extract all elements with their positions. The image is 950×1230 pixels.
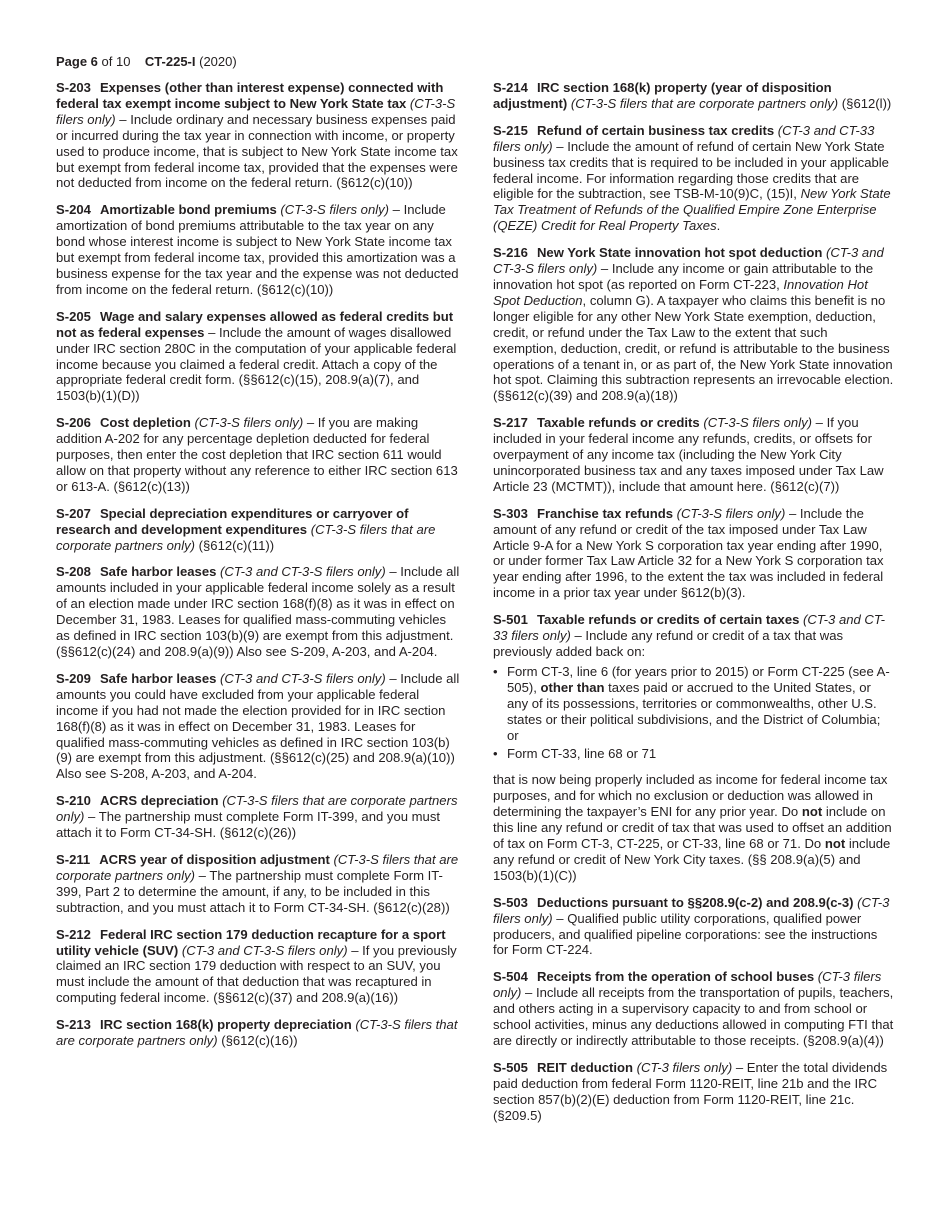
- entry-code: S-215: [493, 122, 528, 138]
- entry: [493, 1060, 895, 1124]
- entry-code: S-214: [493, 80, 528, 95]
- entry-note: (CT-3 filers only): [493, 894, 890, 926]
- entry-title: Safe harbor leases: [99, 670, 217, 686]
- entry: [56, 793, 460, 841]
- entry-title: Amortizable bond premiums: [99, 202, 277, 218]
- entry-note: (CT-3-S filers only): [194, 415, 304, 431]
- entry-desc-italic: Innovation Hot Spot Deduction: [493, 276, 868, 308]
- entry-desc: – Include all receipts from the transportation of pupils, teachers, and others acting in a supervisory capacity to and from school or school activities, minus any deductions allowed in computing FTI that are directly or indirectly attributable to those receipts. (§208.9(a)(4)): [493, 985, 894, 1048]
- entry-title: Refund of certain business tax credits: [536, 122, 775, 138]
- entry-code: S-208: [56, 564, 91, 580]
- entry-desc: – Include ordinary and necessary business expenses paid or incurred during the tax year in connection with income, or property used to produce income, that is subject to New York State income tax but exempt from federal income tax, provided that the expenses were not deducted from income on the federal return. (§612(c)(10)): [56, 111, 458, 191]
- entry-code: S-203: [56, 80, 91, 95]
- entry-desc-end: .: [716, 218, 721, 234]
- entry-code: S-503: [493, 894, 528, 910]
- entry-desc: – The partnership must complete Form IT-399, and you must attach it to Form CT-34-SH. (§612(c)(26)): [56, 809, 441, 841]
- entry-code: S-211: [56, 851, 91, 867]
- entry-note: (CT-3 and CT-3-S filers only): [220, 564, 386, 580]
- form-year: (2020): [199, 54, 237, 69]
- bullet-bold: other than: [540, 679, 605, 695]
- entry: [493, 245, 895, 404]
- entry-desc: (§612(c)(16)): [217, 1033, 298, 1049]
- entry-title: ACRS depreciation: [99, 793, 219, 809]
- para-text: include on this line any refund or credit of tax that was used to offset an addition of tax on Form CT-3, CT-225, or CT-33, line 68 or 71. Do: [493, 804, 892, 851]
- list-item: [493, 664, 895, 744]
- entry: [493, 969, 895, 1049]
- entry-code: S-217: [493, 415, 528, 431]
- entry-desc-italic: New York State Tax Treatment of Refunds of the Qualified Empire Zone Enterprise (QEZE) Credit for Real Property Taxes: [493, 186, 891, 234]
- entry-note: (CT-3-S filers that are corporate partners only): [56, 793, 458, 825]
- entry-desc: (§612(c)(11)): [195, 537, 275, 553]
- page-header: [56, 54, 237, 69]
- entry: [493, 80, 895, 112]
- entry: [56, 202, 460, 297]
- entry-title: Wage and salary expenses allowed as federal credits but not as federal expenses: [56, 308, 454, 340]
- bullet-text: Form CT-33, line 68 or 71: [507, 746, 657, 762]
- para-text: that is now being properly included as income for federal income tax purposes, and for which no exclusion or deduction was allowed in determining the taxpayer’s ENI for any prior year. Do: [493, 772, 888, 820]
- entry-title: IRC section 168(k) property depreciation: [99, 1017, 352, 1033]
- entry-code: S-216: [493, 245, 528, 261]
- entry-code: S-206: [56, 415, 91, 431]
- entry-note: (CT-3 and CT-3-S filers only): [220, 670, 386, 686]
- entry-note: (CT-3 and CT-3-S filers only): [493, 245, 884, 277]
- entry-desc-end: , column G). A taxpayer who claims this benefit is no longer eligible for any other New York State exemption, deduction, credit, or refund under the Tax Law to the extent that such exemption, deduction, credit, or refund is attributable to the business operations of a tenant in, or as part of, the New York State innovation hot spot. Claiming this subtraction represents an irrevocable election. (§§612(c)(39) and 208.9(a)(18)): [493, 292, 894, 404]
- entry-title: New York State innovation hot spot deduction: [536, 245, 823, 261]
- right-column: [493, 80, 895, 1134]
- entry: [493, 415, 895, 495]
- page-label: Page 6: [56, 54, 98, 69]
- entry-desc: – Include amortization of bond premiums attributable to the tax year on any bond whose interest income is subject to New York State income tax but exempt from federal income tax, provided this amortization was a business expense for the tax year and the expense was not deducted from income on the federal return. (§612(c)(10)): [56, 202, 459, 297]
- para-text: include any refund or credit of New York City taxes. (§§ 208.9(a)(5) and 1503(b)(1)(C)): [493, 835, 891, 883]
- entry-note: (CT-3-S filers only): [56, 95, 456, 127]
- entry-code: S-205: [56, 308, 91, 324]
- entry-code: S-303: [493, 505, 528, 521]
- entry-code: S-209: [56, 670, 91, 686]
- entry-title: Cost depletion: [99, 415, 191, 431]
- entry-note: (CT-3 filers only): [493, 969, 882, 1001]
- entry-desc: – Include all amounts you could have excluded from your applicable federal income if you had not made the election provided for in IRC section 168(f)(8) as it was in effect on December 31, 1983. Leases for qualified mass-commuting vehicles as defined in IRC section 103(b)(9) are exempt from this adjustment. (§§612(c)(25) and 208.9(a)(10)) Also see S-208, A-203, and A-204.: [56, 670, 460, 782]
- entry-note: (CT-3-S filers only): [703, 415, 813, 431]
- entry-desc: – Include the amount of refund of certain New York State business tax credits that is required to be included in your applicable federal income. For information regarding those credits that are eligible for the subtraction, see TSB-M-10(9)C, (15)I,: [493, 138, 889, 202]
- entry-desc: – Qualified public utility corporations, qualified power producers, and qualified pipeline corporations: see the instructions for Form CT-224.: [493, 910, 878, 958]
- para-bold: not: [824, 835, 846, 851]
- entry-title: IRC section 168(k) property (year of disposition adjustment): [493, 80, 832, 111]
- bullet-list: [493, 664, 895, 762]
- entry-title: Special depreciation expenditures or carryover of research and development expenditures: [56, 505, 409, 537]
- entry: [56, 80, 460, 191]
- entry-code: S-210: [56, 793, 91, 809]
- entry-title: Franchise tax refunds: [536, 505, 674, 521]
- entry-note: (CT-3-S filers that are corporate partners only): [56, 1017, 458, 1049]
- entry: [56, 506, 460, 554]
- entry-desc: – Include any refund or credit of a tax that was previously added back on:: [493, 628, 844, 659]
- entry-title: Taxable refunds or credits of certain taxes: [536, 612, 800, 628]
- left-column: [56, 80, 460, 1060]
- entry-code: S-501: [493, 612, 528, 628]
- entry-note: (CT-3-S filers only): [280, 202, 390, 218]
- entry-desc: – If you are making addition A-202 for any percentage depletion deducted for federal purposes, then enter the cost depletion that IRC section 611 would allow on that property without any reference to either IRC section 613 or 613-A. (§612(c)(13)): [56, 415, 458, 494]
- entry: [493, 895, 895, 959]
- entry-title: Expenses (other than interest expense) connected with federal tax exempt income subject to New York State tax: [56, 80, 444, 111]
- entry-code: S-207: [56, 505, 91, 521]
- entry-note: (CT-3-S filers that are corporate partners only): [56, 851, 459, 883]
- bullet-text-end: taxes paid or accrued to the United States, or any of its possessions, territories or commonwealths, other U.S. states or their political subdivisions, and the District of Columbia; or: [507, 679, 881, 743]
- entry-desc: – The partnership must complete Form IT-399, Part 2 to determine the amount, if any, to be included in this subtraction, and you must attach it to Form CT-34-SH. (§612(c)(28)): [56, 867, 450, 915]
- entry-title: REIT deduction: [536, 1059, 633, 1075]
- entry: [56, 564, 460, 659]
- entry-desc: – Include all amounts included in your applicable federal income solely as a result of an election made under IRC section 168(f)(8) as it was in effect on December 31, 1983. Leases for qualified mass-commuting vehicles as defined in IRC section 103(b)(9) are exempt from this adjustment. (§§612(c)(24) and 208.9(a)(9)) Also see S-209, A-203, and A-204.: [56, 564, 460, 659]
- page-of: of 10: [101, 54, 131, 69]
- entry-code: S-212: [56, 926, 91, 942]
- entry-title: ACRS year of disposition adjustment: [99, 851, 330, 867]
- entry-code: S-204: [56, 202, 91, 218]
- entry-desc: – Enter the total dividends paid deduction from federal Form 1120-REIT, line 21b and the IRC section 857(b)(2)(E) deduction from Form 1120-REIT, line 21c. (§209.5): [493, 1059, 888, 1123]
- followup-paragraph: [493, 772, 895, 883]
- entry-note: (CT-3-S filers only): [676, 505, 786, 521]
- entry: [493, 123, 895, 234]
- entry: [56, 852, 460, 916]
- entry-title: Safe harbor leases: [99, 564, 217, 580]
- entry: [56, 415, 460, 495]
- bullet-text: Form CT-3, line 6 (for years prior to 2015) or Form CT-225 (see A-505),: [507, 663, 890, 695]
- entry-note: (CT-3-S filers that are corporate partners only): [570, 95, 839, 111]
- entry-note: (CT-3 and CT-3-S filers only): [181, 942, 348, 958]
- entry: [493, 506, 895, 601]
- para-bold: not: [801, 804, 823, 820]
- entry-title: Federal IRC section 179 deduction recapture for a sport utility vehicle (SUV): [56, 926, 446, 958]
- entry-title: Receipts from the operation of school buses: [536, 969, 815, 985]
- entry-code: S-504: [493, 969, 528, 985]
- entry-note: (CT-3-S filers that are corporate partners only): [56, 521, 436, 553]
- entry-desc: – Include the amount of any refund or credit of the tax imposed under Tax Law Article 9-A for a New York S corporation tax year ending after 1990, or under former Tax Law Article 32 for a New York S corporation tax year ending after 1996, to the extent the tax was included in federal income in a prior tax year under §612(b)(3).: [493, 505, 884, 601]
- entry-desc: – If you included in your federal income any refunds, credits, or offsets for overpayment of any income tax (including the New York City unincorporated business tax and any taxes imposed under Tax Law Article 23 (MCTMT)), include that amount here. (§612(c)(7)): [493, 415, 884, 494]
- entry-note: (CT-3 and CT-33 filers only): [493, 122, 875, 154]
- entry-code: S-213: [56, 1017, 91, 1033]
- entry: [56, 927, 460, 1007]
- entry-title: Taxable refunds or credits: [536, 415, 700, 431]
- entry-note: (CT-3 filers only): [636, 1059, 733, 1075]
- list-item: [493, 746, 895, 762]
- entry-desc: – Include the amount of wages disallowed under IRC section 280C in the computation of your applicable federal income because you claimed a federal credit. Attach a copy of the appropriate federal credit form. (§§612(c)(15), 208.9(a)(7), and 1503(b)(1)(D)): [56, 324, 457, 404]
- entry-desc: (§612(l)): [838, 95, 892, 111]
- entry-code: S-505: [493, 1059, 528, 1075]
- entry: [493, 612, 895, 660]
- entry-desc: – Include any income or gain attributable to the innovation hot spot (as reported on Form CT-223,: [493, 261, 874, 292]
- entry-title: Deductions pursuant to §§208.9(c-2) and 208.9(c-3): [536, 894, 854, 910]
- entry-note: (CT-3 and CT-33 filers only): [493, 612, 886, 644]
- entry: [56, 309, 460, 404]
- entry-desc: – If you previously claimed an IRC section 179 deduction with respect to an SUV, you must include the amount of that deduction that was recaptured in computing federal income. (§§612(c)(37) and 208.9(a)(16)): [56, 942, 457, 1006]
- form-id: CT-225-I: [144, 54, 196, 69]
- entry: [56, 1017, 460, 1049]
- entry: [56, 671, 460, 782]
